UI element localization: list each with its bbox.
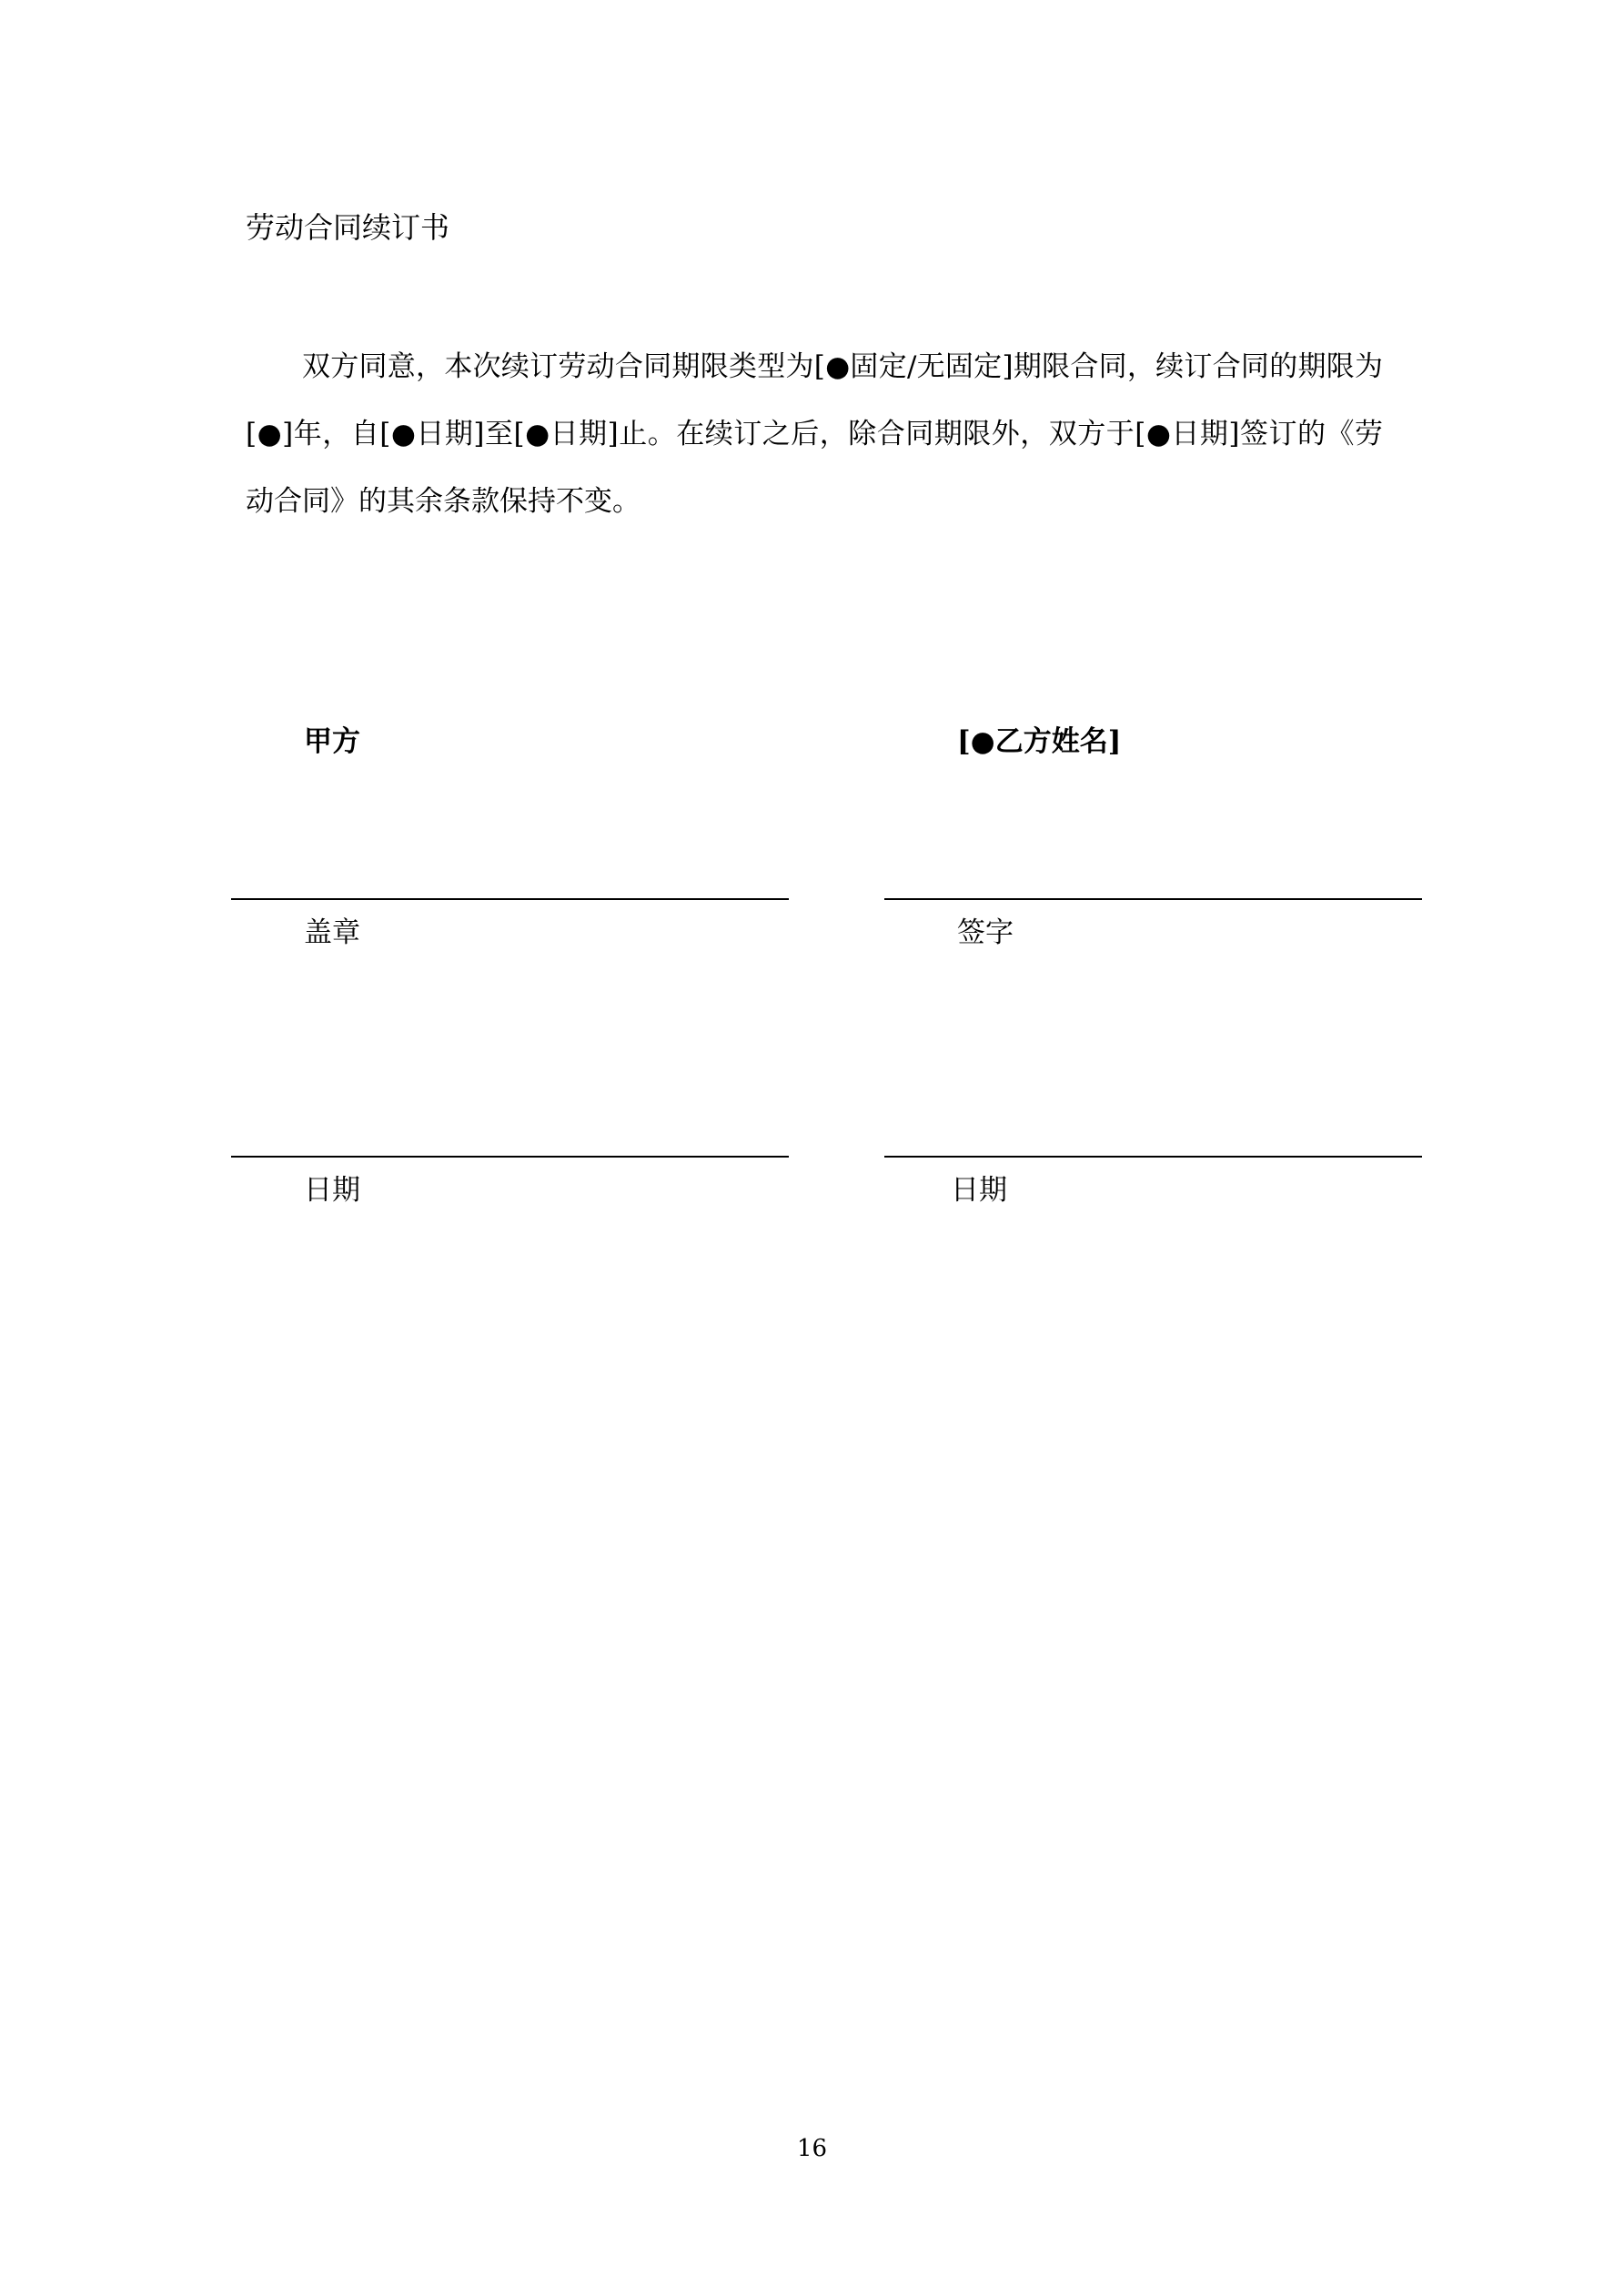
party-b-date-label: 日期 (951, 1174, 1007, 1207)
party-a-seal-label: 盖章 (304, 916, 360, 949)
document-title: 劳动合同续订书 (246, 210, 450, 245)
party-b-sign-line (884, 898, 1422, 900)
party-b-sign-label: 签字 (957, 916, 1014, 949)
party-a-date-line (231, 1156, 789, 1158)
party-b-label: [●乙方姓名] (957, 725, 1122, 758)
renewal-clause-paragraph: 双方同意，本次续订劳动合同期限类型为[●固定/无固定]期限合同，续订合同的期限为[●]年，自[●日期]至[●日期]止。在续订之后，除合同期限外，双方于[●日期]签订的《劳动合同》的其余条款保持不变。 (246, 350, 1383, 518)
party-a-label: 甲方 (304, 725, 360, 758)
party-a-seal-line (231, 898, 789, 900)
party-b-date-line (884, 1156, 1422, 1158)
party-a-date-label: 日期 (304, 1174, 360, 1207)
page-number: 16 (796, 2135, 828, 2162)
